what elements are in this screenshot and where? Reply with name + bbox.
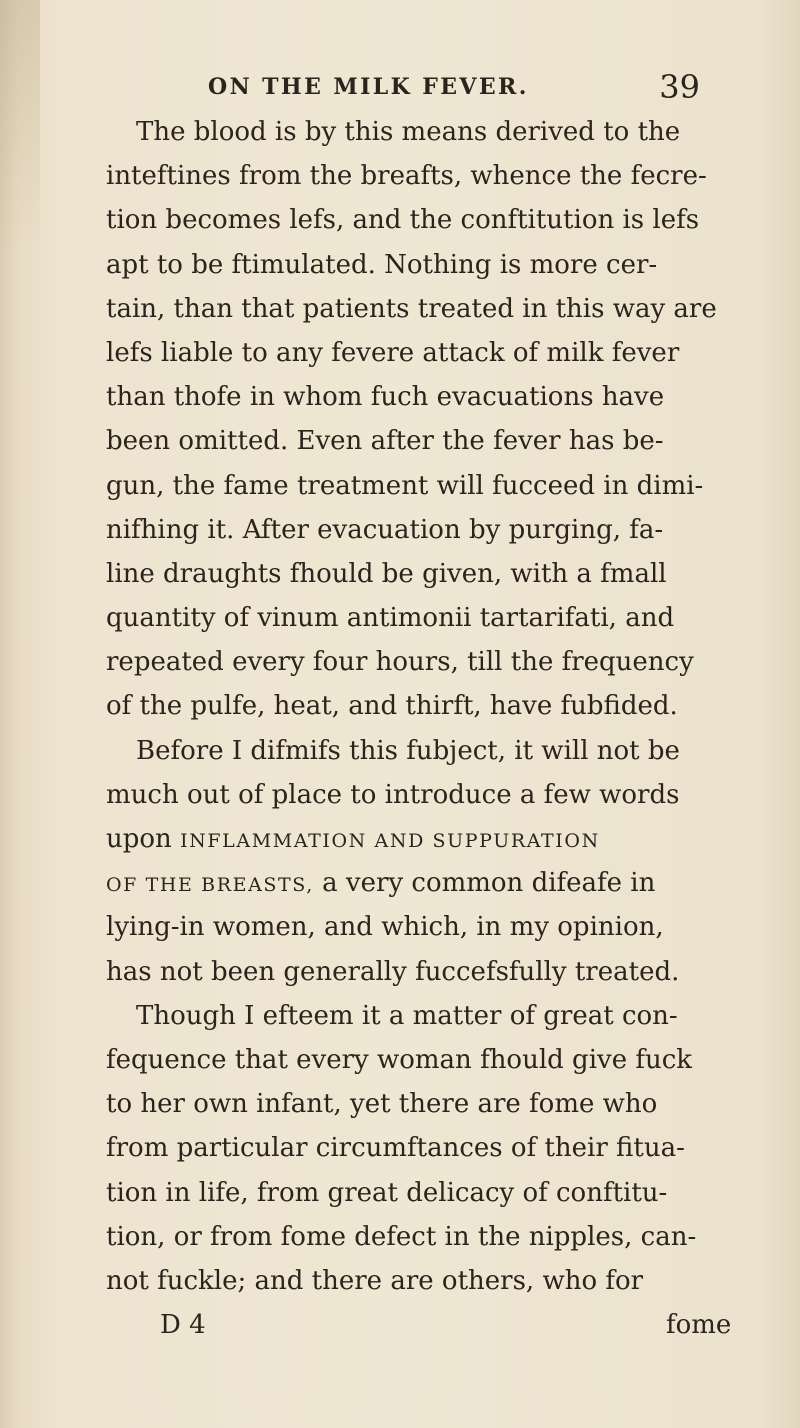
signature-mark: D 4	[160, 1310, 206, 1341]
topic-line	[106, 817, 746, 861]
text-line: tain, than that patients treated in this way are	[106, 293, 717, 324]
text-line: quantity of vinum antimonii tartarifati, and	[106, 603, 675, 634]
running-head	[208, 68, 708, 108]
text-line: lefs liable to any fevere attack of milk fever	[106, 337, 680, 368]
text-line: nifhing it. After evacuation by purging, fa-	[106, 514, 664, 545]
text-line: tion, or from fome defect in the nipples, can-	[106, 1221, 697, 1252]
text-line: to her own infant, yet there are fome who	[106, 1089, 658, 1120]
footer-line	[106, 1303, 746, 1347]
page-number: 39	[659, 68, 700, 106]
running-head-title: ON THE MILK FEVER.	[208, 74, 529, 100]
catchword: fome	[666, 1310, 732, 1341]
text-line: been omitted. Even after the fever has be-	[106, 426, 664, 457]
text-line: Though I efteem it a matter of great con-	[136, 1000, 678, 1031]
text-line: from particular circumftances of their fitua-	[106, 1133, 685, 1164]
topic-line-rest: a very common difeafe in	[322, 868, 656, 899]
body-text	[106, 110, 746, 1347]
text-line: gun, the fame treatment will fucceed in dimi-	[106, 470, 704, 501]
text-line: than thofe in whom fuch evacuations have	[106, 382, 665, 413]
text-line: repeated every four hours, till the frequency	[106, 647, 694, 678]
text-line: Before I difmifs this fubject, it will not be	[136, 735, 680, 766]
page-edge-stain	[0, 0, 40, 260]
topic-heading-part-2: OF THE BREASTS,	[106, 874, 314, 897]
text-line: inteftines from the breafts, whence the fecre-	[106, 161, 707, 192]
text-line: line draughts fhould be given, with a fmall	[106, 558, 667, 589]
text-line: has not been generally fuccefsfully treated.	[106, 956, 680, 987]
text-line: lying-in women, and which, in my opinion,	[106, 912, 664, 943]
text-line: tion in life, from great delicacy of conftitu-	[106, 1177, 668, 1208]
text-line: of the pulfe, heat, and thirft, have fubfided.	[106, 691, 678, 722]
text-line: tion becomes lefs, and the conftitution is lefs	[106, 205, 700, 236]
text-line: apt to be ftimulated. Nothing is more cer-	[106, 249, 658, 280]
text-line: not fuckle; and there are others, who for	[106, 1265, 644, 1296]
topic-heading-part-1: INFLAMMATION AND SUPPURATION	[180, 830, 600, 852]
topic-lead-word: upon	[106, 824, 172, 854]
topic-line-2	[106, 861, 746, 905]
text-line: much out of place to introduce a few words	[106, 779, 680, 810]
text-line: The blood is by this means derived to the	[136, 117, 681, 147]
text-line: fequence that every woman fhould give fuck	[106, 1044, 693, 1075]
